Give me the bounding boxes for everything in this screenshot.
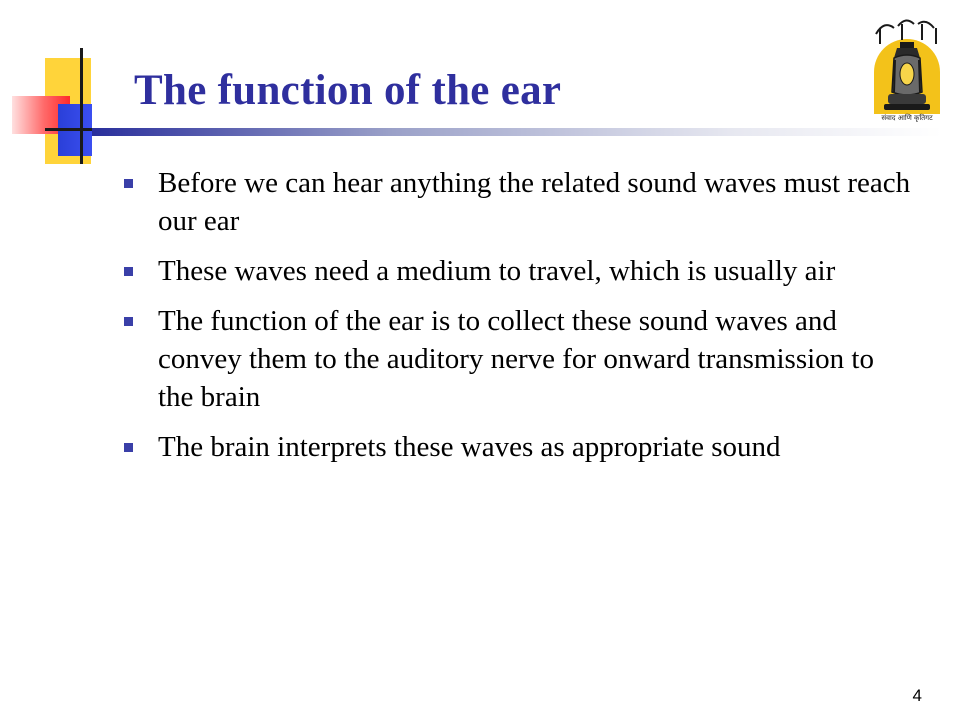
title-underline-rule — [92, 128, 942, 136]
bullet-square-icon — [124, 317, 133, 326]
logo-bottom-caption: संवाद आणि कृतिगट — [881, 114, 933, 122]
slide-title: The function of the ear — [134, 67, 562, 114]
list-item — [124, 428, 914, 466]
bullet-text: Before we can hear anything the related sound waves must reach our ear — [158, 167, 911, 237]
bullet-square-icon — [124, 179, 133, 188]
bullet-text: These waves need a medium to travel, which is usually air — [158, 255, 836, 287]
bullet-text: The function of the ear is to collect these sound waves and convey them to the auditory nerve for onward transmission to the brain — [158, 305, 874, 413]
lantern-logo-icon — [864, 14, 950, 128]
decor-vertical-line — [80, 48, 83, 164]
list-item — [124, 302, 914, 416]
bullet-square-icon — [124, 267, 133, 276]
page-number: 4 — [912, 686, 922, 705]
bullet-list — [124, 164, 914, 478]
list-item — [124, 164, 914, 240]
bullet-text: The brain interprets these waves as appropriate sound — [158, 431, 781, 463]
bullet-square-icon — [124, 443, 133, 452]
list-item — [124, 252, 914, 290]
